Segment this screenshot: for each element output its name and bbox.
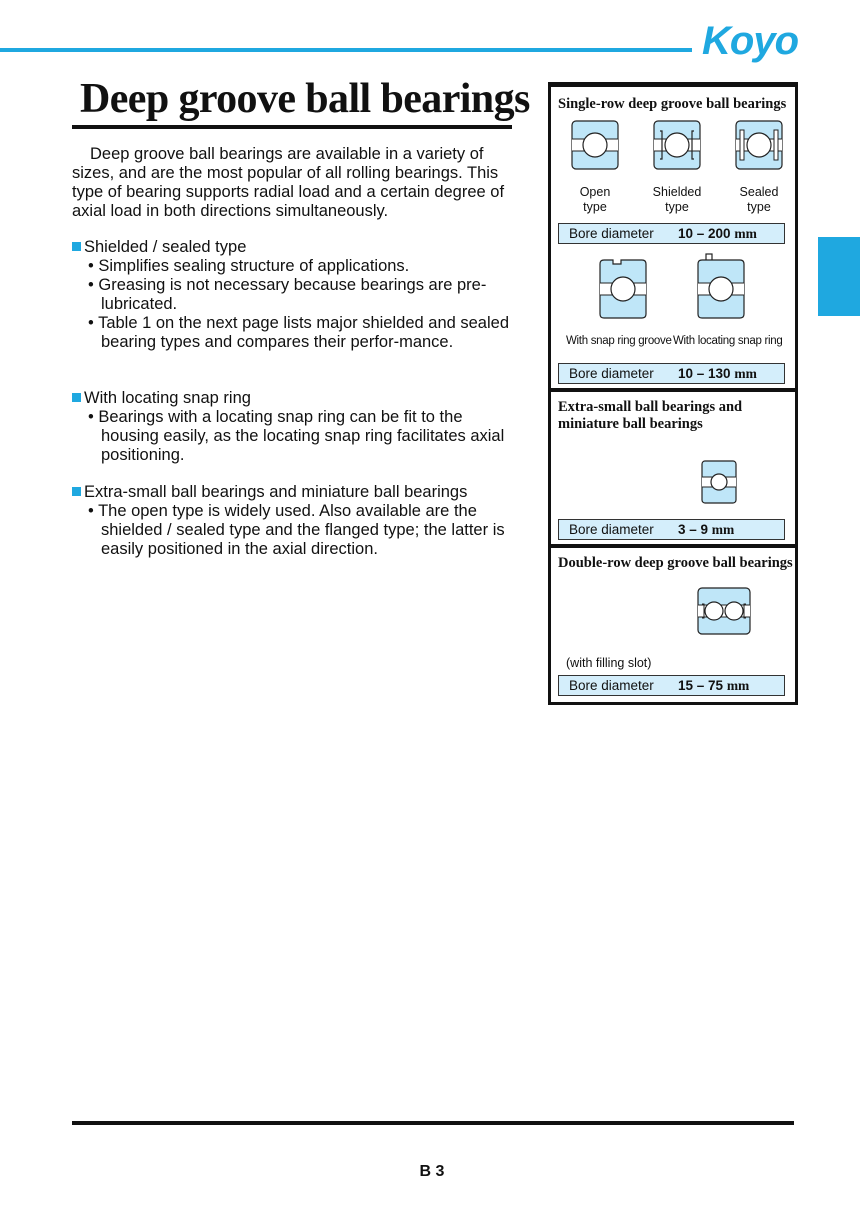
single-row-title: Single-row deep groove ball bearings xyxy=(558,96,787,112)
bore-diameter-box xyxy=(558,675,785,696)
bore-range: 10 – 200 mm xyxy=(678,226,757,241)
bore-label: Bore diameter xyxy=(569,366,654,381)
section-heading: With locating snap ring xyxy=(72,389,517,408)
section-locating-snap-ring xyxy=(72,389,517,465)
bore-range: 10 – 130 mm xyxy=(678,366,757,381)
shielded-type-caption: Shielded type xyxy=(652,185,702,214)
locating-snap-ring-caption: With locating snap ring xyxy=(673,335,783,347)
square-bullet-icon xyxy=(72,393,81,402)
header-rule xyxy=(0,48,692,52)
intro-paragraph xyxy=(72,145,517,221)
bore-label: Bore diameter xyxy=(569,226,654,241)
snap-ring-groove-bearing-icon xyxy=(599,259,647,319)
page-title: Deep groove ball bearings xyxy=(80,76,530,122)
page-number: B 3 xyxy=(419,1163,445,1180)
double-row-bearing-icon xyxy=(697,587,751,635)
extra-small-title: Extra-small ball bearings and miniature ball bearings xyxy=(558,399,743,432)
open-type-bearing-icon xyxy=(571,120,619,170)
koyo-logo xyxy=(700,14,800,64)
locating-snap-ring-bearing-icon xyxy=(697,253,745,319)
bore-label: Bore diameter xyxy=(569,522,654,537)
filling-slot-caption: (with filling slot) xyxy=(566,656,652,670)
shielded-type-bearing-icon xyxy=(653,120,701,170)
bullet-item: • The open type is widely used. Also available are the shielded / sealed type and the flanged type; the latter is easily positioned in the axial direction. xyxy=(88,502,505,558)
panel-divider xyxy=(551,388,795,392)
square-bullet-icon xyxy=(72,487,81,496)
bore-range: 3 – 9 mm xyxy=(678,522,735,537)
sealed-type-caption: Sealed type xyxy=(739,185,779,214)
open-type-caption: Open type xyxy=(579,185,611,214)
panel-divider xyxy=(551,544,795,548)
intro-text: Deep groove ball bearings are available in a variety of sizes, and are the most popular of all rolling bearings. This type of bearing supports radial load and a certain degree of axial load in both directions simultaneously. xyxy=(72,145,505,220)
bullet-item: • Table 1 on the next page lists major shielded and sealed bearing types and compares their perfor-mance. xyxy=(88,314,509,351)
snap-ring-groove-caption: With snap ring groove xyxy=(566,335,672,347)
footer-rule xyxy=(72,1121,794,1125)
sealed-type-bearing-icon xyxy=(735,120,783,170)
bore-range: 15 – 75 mm xyxy=(678,678,750,693)
title-underline xyxy=(72,125,512,129)
bullet-item: • Simplifies sealing structure of applications. xyxy=(88,257,410,275)
bullet-item: • Bearings with a locating snap ring can be fit to the housing easily, as the locating snap ring facilitates axial positioning. xyxy=(88,408,505,464)
bearing-types-panel xyxy=(548,82,798,705)
section-shielded-sealed xyxy=(72,238,517,352)
bullet-item: • Greasing is not necessary because bearings are pre-lubricated. xyxy=(88,276,487,313)
miniature-bearing-icon xyxy=(701,460,737,504)
bore-diameter-box xyxy=(558,363,785,384)
bore-diameter-box xyxy=(558,519,785,540)
svg-text:Koyo: Koyo xyxy=(702,19,798,63)
square-bullet-icon xyxy=(72,242,81,251)
bore-label: Bore diameter xyxy=(569,678,654,693)
double-row-title: Double-row deep groove ball bearings xyxy=(558,555,793,571)
bore-diameter-box xyxy=(558,223,785,244)
section-heading: Shielded / sealed type xyxy=(72,238,517,257)
section-extra-small xyxy=(72,483,517,559)
section-heading: Extra-small ball bearings and miniature ball bearings xyxy=(72,483,517,502)
section-tab-marker xyxy=(818,237,860,316)
